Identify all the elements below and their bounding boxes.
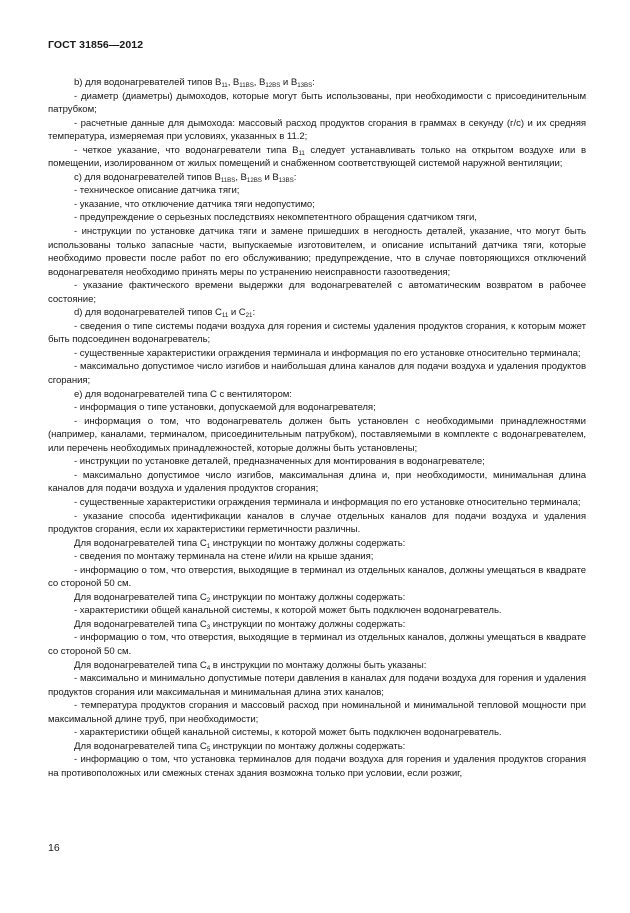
paragraph: - указание, что отключение датчика тяги недопустимо;: [74, 198, 315, 210]
document-body: [48, 76, 586, 780]
paragraph: - максимально допустимое число изгибов, максимальная длина и, при необходимости, минимальная длина каналов для подачи воздуха и удаления продуктов сгорания;: [48, 469, 586, 495]
paragraph: Для водонагревателей типа $C_1$ инструкции по монтажу должны содержать:: [74, 537, 406, 550]
paragraph: - сведения о типе системы подачи воздуха для горения и системы удаления продуктов сгорания, к которым может быть подсоединен водонагреватель;: [48, 320, 586, 346]
paragraph: Для водонагревателей типа $C_5$ инструкции по монтажу должны содержать:: [74, 740, 406, 753]
paragraph: - четкое указание, что водонагреватели типа $B_{11}$ следует устанавливать только на открытом воздухе или в помещении, изолированном от жилых помещений и снабженном соответствующей системой наружной вентиляции;: [48, 144, 586, 170]
paragraph: - информацию о том, что отверстия, выходящие в терминал из отдельных каналов, должны умещаться в квадрате со стороной 50 см.: [48, 632, 586, 657]
paragraph: - сведения по монтажу терминала на стене и/или на крыше здания;: [74, 551, 374, 563]
paragraph: - диаметр (диаметры) дымоходов, которые могут быть использованы, при необходимости с присоединительным патрубком;: [48, 90, 586, 116]
paragraph: - существенные характеристики ограждения терминала и информация по его установке относительно терминала;: [74, 496, 581, 508]
paragraph: - расчетные данные для дымохода: массовый расход продуктов сгорания в граммах в секунду (г/с) и их средняя температура, измеряемая при условиях, указанных в 11.2;: [48, 117, 586, 143]
paragraph: Для водонагревателей типа $C_4$ в инструкции по монтажу должны быть указаны:: [74, 659, 427, 672]
paragraph: - характеристики общей канальной системы, к которой может быть подключен водонагреватель.: [74, 727, 502, 739]
paragraph: Для водонагревателей типа $C_3$ инструкции по монтажу должны содержать:: [74, 618, 406, 631]
paragraph: - указание способа идентификации каналов в случае отдельных каналов для подачи воздуха и удаления продуктов сгорания, если их характеристики герметичности различны.: [48, 510, 586, 536]
paragraph: - инструкции по установке деталей, предназначенных для монтирования в водонагревателе;: [74, 456, 485, 468]
paragraph: - информацию о том, что установка терминалов для подачи воздуха для горения и удаления продуктов сгорания на противоположных или смежных стенах здания возможна только при условии, если розжиг,: [48, 754, 586, 779]
paragraph: - инструкции по установке датчика тяги и замене пришедших в негодность деталей, указание, что могут быть использованы только запасные части, выпускаемые изготовителем, и описание испытаний датчика тяги, которые необходимо провести после работ по его обслуживанию; предупреждение, что в случае повторяющихся отключений водонагревателя необходимо принять меры по устранению неисправности газоотведения;: [48, 226, 586, 278]
page-number: 16: [48, 842, 60, 854]
paragraph: - максимально и минимально допустимые потери давления в каналах для подачи воздуха для горения и удаления продуктов сгорания или максимальная и минимальная длина этих каналов;: [48, 673, 586, 698]
paragraph: - температура продуктов сгорания и массовый расход при номинальной и минимальной тепловой мощности при максимальной длине труб, при необходимости;: [48, 700, 586, 725]
paragraph: - указание фактического времени выдержки для водонагревателей с автоматическим возвратом в рабочее состояние;: [48, 280, 586, 305]
paragraph: Для водонагревателей типа $C_2$ инструкции по монтажу должны содержать:: [74, 591, 406, 604]
paragraph: - информацию о том, что отверстия, выходящие в терминал из отдельных каналов, должны умещаться в квадрате со стороной 50 см.: [48, 564, 586, 590]
paragraph: - существенные характеристики ограждения терминала и информация по его установке относительно терминала;: [74, 347, 581, 359]
paragraph: - информация о том, что водонагреватель должен быть установлен с необходимыми принадлежностями (например, каналами, терминалом, присоединительным патрубком), поставляемыми в комплекте с водонагревателем, или перечень необходимых принадлежностей, которые должны быть установлены;: [48, 415, 586, 454]
paragraph: - техническое описание датчика тяги;: [74, 185, 240, 197]
paragraph: - максимально допустимое число изгибов и наибольшая длина каналов для подачи воздуха и удаления продуктов сгорания;: [48, 361, 586, 387]
paragraph: - предупреждение о серьезных последствиях некомпетентного обращения сдатчиком тяги,: [74, 212, 477, 224]
document-header: ГОСТ 31856—2012: [48, 39, 144, 51]
paragraph: e) для водонагревателей типа C с вентилятором:: [74, 388, 292, 400]
paragraph: d) для водонагревателей типов $C_{11}$ и $C_{21}$:: [74, 307, 256, 320]
paragraph: c) для водонагревателей типов $B_{11BS}$, $B_{12BS}$ и $B_{13BS}$:: [74, 171, 297, 184]
paragraph: - информация о типе установки, допускаемой для водонагревателя;: [74, 402, 376, 414]
paragraph: b) для водонагревателей типов $B_{11}$, $B_{11BS}$, $B_{12BS}$ и $B_{13BS}$:: [74, 77, 315, 89]
paragraph: - характеристики общей канальной системы, к которой может быть подключен водонагреватель.: [74, 605, 502, 617]
